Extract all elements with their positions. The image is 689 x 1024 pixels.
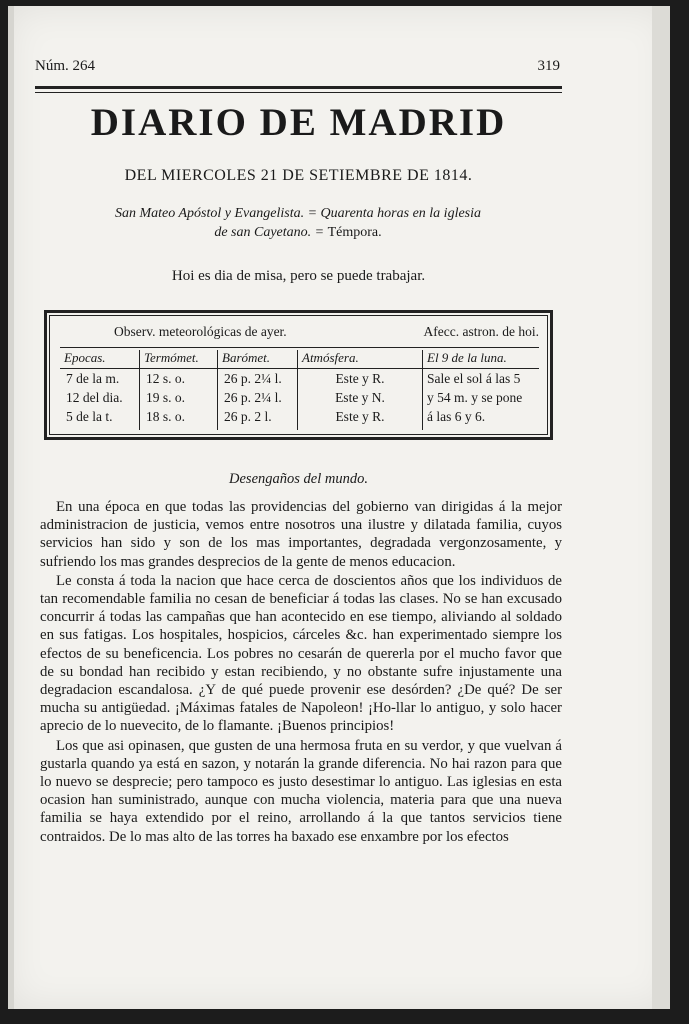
barometro-cell: 26 p. 2¼ l. [224, 390, 282, 405]
observations-divider [60, 347, 539, 348]
saints-of-day [58, 204, 538, 242]
saints-line-2 [58, 223, 538, 242]
observations-table [60, 350, 539, 430]
article-paragraph: Le consta á toda la nacion que hace cerca de doscientos años que los individuos de tan recomendable familia no cesan de beneficiar á todas las clases. No se han excusado concurrir á todas las campañas que han acontecido en ese tiempo, aliviando al soldado en sus fatigas. Los hospitales, hospicios, cárceles &c. han experimentado siempre los efectos de su beneficencia. Los pobres no cesarán de quererla por el mucho favor que de su bondad han recibido y estan recibiendo, y no obstante sufre injustamente una degradacion escandalosa. ¿Y de qué puede provenir ese desórden? ¿De qué? De ser mucha su antigüedad. ¡Máximas fatales de Napoleon! ¡Ho-llar lo antiguo, y solo hacer aprecio de lo nuevecito, de lo flamante. ¡Buenos principios! [40, 572, 562, 735]
issue-number: Núm. 264 [35, 58, 95, 74]
atmosfera-cell: Este y R. [335, 371, 385, 386]
col-header-epocas: Epocas. [60, 350, 139, 369]
epoca-cell: 7 de la m. [66, 371, 120, 386]
col-header-barometro: Barómet. [218, 350, 297, 369]
misa-notice: Hoi es dia de misa, pero se puede trabajar. [171, 268, 426, 284]
epoca-cell: 12 del dia. [66, 390, 123, 405]
header-rule-thin [35, 92, 562, 93]
barometro-cell: 26 p. 2 l. [224, 409, 272, 424]
page-spine [8, 6, 14, 1009]
col-barometro [218, 350, 298, 430]
termometro-cell: 18 s. o. [146, 409, 186, 424]
atmosfera-cell: Este y R. [335, 409, 385, 424]
atmosfera-cell: Este y N. [335, 390, 385, 405]
barometro-cell: 26 p. 2¼ l. [224, 371, 282, 386]
page-number: 319 [537, 58, 560, 74]
col-header-atmosfera: Atmósfera. [298, 350, 422, 369]
col-header-termometro: Termómet. [140, 350, 217, 369]
newspaper-page [8, 6, 670, 1009]
col-atmosfera [298, 350, 423, 430]
masthead-title: DIARIO DE MADRID [90, 101, 507, 144]
article-paragraph: En una época en que todas las providencias del gobierno van dirigidas á la mejor administracion de justicia, vemos entre nosotros una ilustre y dilatada familia, cuyos servicios han sido y son de los mas importantes, degradada vergonzosamente, y sufriendo los mas grandes desprecios de la gente de menos educacion. [40, 499, 562, 570]
col-luna [423, 350, 539, 430]
luna-cell: y 54 m. y se pone [427, 390, 523, 405]
luna-cell: á las 6 y 6. [427, 409, 486, 424]
col-termometro [140, 350, 218, 430]
luna-cell: Sale el sol á las 5 [427, 371, 521, 386]
observations-inner [49, 315, 548, 435]
article-title: Desengaños del mundo. [229, 471, 368, 487]
col-epocas [60, 350, 140, 430]
observations-title: Observ. meteorológicas de ayer. [114, 324, 287, 339]
article-body [40, 498, 562, 847]
observations-box [44, 310, 553, 440]
observations-title-right: Afecc. astron. de hoi. [423, 324, 539, 339]
saints-line-2-tempora: Témpora. [327, 225, 382, 240]
col-header-luna: El 9 de la luna. [423, 350, 539, 369]
page-header [35, 58, 560, 75]
header-rule-thick [35, 86, 562, 89]
article-paragraph: Los que asi opinasen, que gusten de una hermosa fruta en su verdor, y que vuelvan á gustarla quando ya está en sazon, y notarán la grande diferencia. No hai razon para que lo nuevo se desprecie; pero tampoco es justo desestimar lo antiguo. Las iglesias en esta ocasion han suministrado, aunque con mucha violencia, materia para que una nueva familia se haya extendido por el reino, arrollando á la que tantos servicios tiene contraidos. De lo mas alto de las torres ha baxado ese enxambre por los efectos [40, 737, 562, 845]
epoca-cell: 5 de la t. [66, 409, 113, 424]
saints-line-2-italic: de san Cayetano. = [214, 225, 325, 240]
termometro-cell: 19 s. o. [146, 390, 186, 405]
saints-line-1: San Mateo Apóstol y Evangelista. = Quarenta horas en la iglesia [114, 206, 482, 221]
termometro-cell: 12 s. o. [146, 371, 186, 386]
dateline: DEL MIERCOLES 21 DE SETIEMBRE DE 1814. [124, 167, 473, 184]
page-edge [652, 6, 670, 1009]
